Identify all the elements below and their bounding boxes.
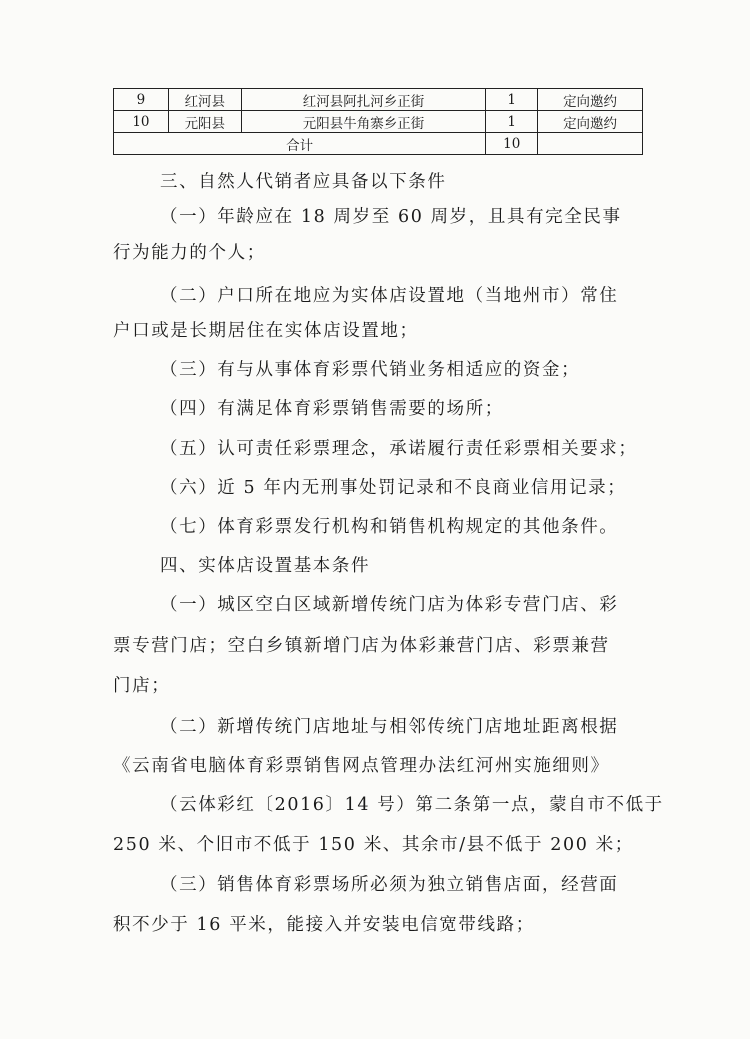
table-row <box>114 111 643 133</box>
section-heading-4: 四、实体店设置基本条件 <box>160 556 371 576</box>
paragraph-line: （云体彩红〔2016〕14 号）第二条第一点，蒙自市不低于 <box>160 795 664 815</box>
section-heading-3: 三、自然人代销者应具备以下条件 <box>160 172 447 192</box>
paragraph-line: 户口或是长期居住在实体店设置地； <box>113 321 419 341</box>
total-count: 10 <box>486 133 538 155</box>
paragraph-line: （二）户口所在地应为实体店设置地（当地州市）常住 <box>160 286 619 306</box>
row-number: 9 <box>114 89 169 111</box>
row-number: 10 <box>114 111 169 133</box>
county: 元阳县 <box>168 111 241 133</box>
paragraph-line: （四）有满足体育彩票销售需要的场所； <box>160 399 504 419</box>
method: 定向邀约 <box>538 89 643 111</box>
count: 1 <box>486 111 538 133</box>
total-label: 合计 <box>114 133 486 155</box>
paragraph-line: （一）城区空白区域新增传统门店为体彩专营门店、彩 <box>160 595 619 615</box>
paragraph-line: （二）新增传统门店地址与相邻传统门店地址距离根据 <box>160 717 619 737</box>
outlet-table <box>113 88 643 155</box>
paragraph-line: 门店； <box>113 676 171 696</box>
paragraph-line: 行为能力的个人； <box>113 243 266 263</box>
address: 元阳县牛角寨乡正街 <box>241 111 486 133</box>
county: 红河县 <box>168 89 241 111</box>
table-row <box>114 89 643 111</box>
paragraph-line: （一）年龄应在 18 周岁至 60 周岁，且具有完全民事 <box>160 207 622 227</box>
paragraph-line: （三）销售体育彩票场所必须为独立销售店面，经营面 <box>160 875 619 895</box>
paragraph-line: 票专营门店；空白乡镇新增门店为体彩兼营门店、彩票兼营 <box>113 636 610 656</box>
paragraph-line: （五）认可责任彩票理念，承诺履行责任彩票相关要求； <box>160 439 638 459</box>
paragraph-line: 积不少于 16 平米，能接入并安装电信宽带线路； <box>113 915 535 935</box>
table-total-row <box>114 133 643 155</box>
paragraph-line: （七）体育彩票发行机构和销售机构规定的其他条件。 <box>160 517 619 537</box>
count: 1 <box>486 89 538 111</box>
total-empty-cell <box>538 133 643 155</box>
paragraph-line: 250 米、个旧市不低于 150 米、其余市/县不低于 200 米； <box>113 835 634 855</box>
method: 定向邀约 <box>538 111 643 133</box>
address: 红河县阿扎河乡正街 <box>241 89 486 111</box>
paragraph-line: （六）近 5 年内无刑事处罚记录和不良商业信用记录； <box>160 478 627 498</box>
paragraph-line: （三）有与从事体育彩票代销业务相适应的资金； <box>160 360 581 380</box>
paragraph-line: 《云南省电脑体育彩票销售网点管理办法红河州实施细则》 <box>113 756 610 776</box>
